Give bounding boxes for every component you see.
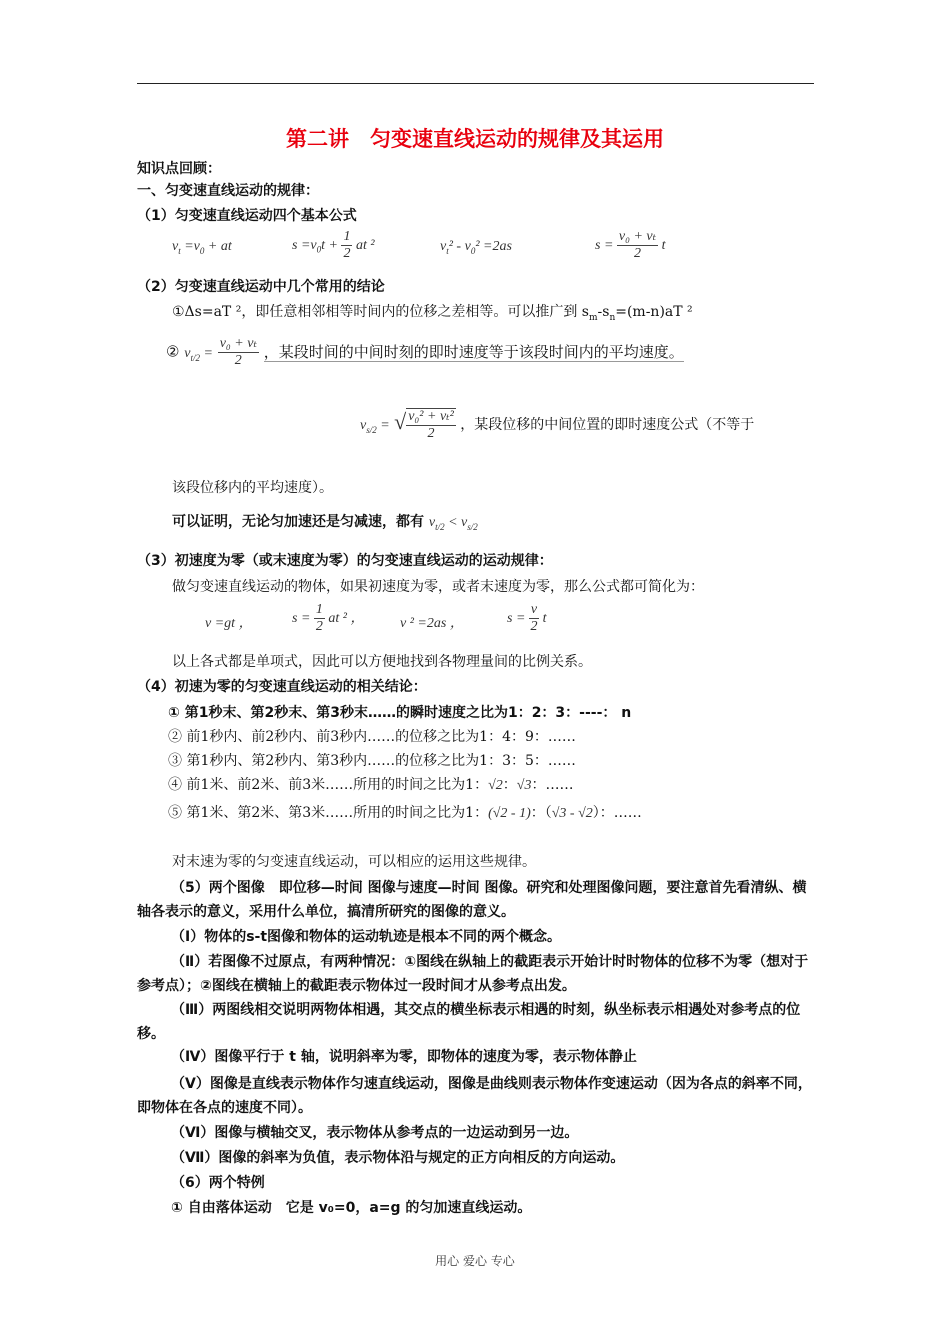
simplified-formula-3: v ² =2as ， <box>400 616 464 631</box>
ratio-4: ④ 前1米、前2米、前3米……所用的时间之比为1：√2：√3：…… <box>168 777 574 793</box>
graph-point-2: （Ⅱ）若图像不过原点，有两种情况：①图线在纵轴上的截距表示开始计时时物体的位移不为零（想对于参考点）；②图线在横轴上的截距表示物体过一段时间才从参考点出发。 <box>137 954 809 994</box>
section-1: 一、匀变速直线运动的规律： <box>137 183 319 199</box>
subsection-6: （6）两个特例 <box>171 1175 265 1191</box>
subsection-1: （1）匀变速直线运动四个基本公式 <box>137 208 357 224</box>
graph-point-4: （Ⅳ）图像平行于 t 轴，说明斜率为零，即物体的速度为零，表示物体静止 <box>171 1049 637 1065</box>
subsection-4: （4）初速为零的匀变速直线运动的相关结论： <box>137 679 427 695</box>
graph-point-1: （Ⅰ）物体的s-t图像和物体的运动轨迹是根本不同的两个概念。 <box>171 929 562 945</box>
simplification-intro: 做匀变速直线运动的物体，如果初速度为零，或者末速度为零，那么公式都可简化为： <box>172 579 704 595</box>
page-title: 第二讲 匀变速直线运动的规律及其运用 <box>286 127 664 151</box>
simplified-formula-2: s = $\frac{1}{2}$ at ² ， <box>292 602 365 635</box>
proof-statement: 可以证明，无论匀加速还是匀减速，都有 $v_{t/2} < v_{s/2}$ <box>172 514 478 532</box>
subsection-2: （2）匀变速直线运动中几个常用的结论 <box>137 279 385 295</box>
special-case-1: ① 自由落体运动 它是 v₀=0，a=g 的匀加速直线运动。 <box>171 1200 532 1216</box>
simplified-formula-1: v =gt ， <box>205 616 253 631</box>
ratio-3: ③ 第1秒内、第2秒内、第3秒内……的位移之比为1：3：5：…… <box>168 753 576 769</box>
graph-point-5: （Ⅴ）图像是直线表示物体作匀速直线运动，图像是曲线则表示物体作变速运动（因为各点的斜率不同，即物体在各点的速度不同）。 <box>137 1076 812 1116</box>
graph-point-3: （Ⅲ）两图线相交说明两物体相遇，其交点的横坐标表示相遇的时刻，纵坐标表示相遇处对参考点的位移。 <box>137 1002 801 1042</box>
conclusion-mid-position: $v_{s/2}$ = √ $\frac{\text{v₀² + vₜ²}}{2}$ ，某段位移的中间位置的即时速度公式（不等于 <box>360 409 755 442</box>
subsection-5: （5）两个图像 即位移—时间 图像与速度—时间 图像。研究和处理图像问题，要注意首先看清纵、横轴各表示的意义，采用什么单位，搞清所研究的图像的意义。 <box>137 880 807 920</box>
formula-velocity-squared: $v_t^2 - v_0^2 =2as$ <box>440 239 512 256</box>
ratio-1: ① 第1秒末、第2秒末、第3秒末……的瞬时速度之比为1：2：3：----： n <box>168 705 632 721</box>
ratio-2: ② 前1秒内、前2秒内、前3秒内……的位移之比为1：4：9：…… <box>168 729 576 745</box>
conclusion-delta-s: ①Δs=aT ²，即任意相邻相等时间内的位移之差相等。可以推广到 $s_m-s_n=(m-n)aT$ ² <box>172 304 693 323</box>
formula-velocity: $v_t =v_0$ + at <box>172 239 232 256</box>
formula-average-velocity: s = $\frac{\text{v₀ + vₜ}}{2}$ t <box>595 229 666 262</box>
conclusion-mid-time: ② $v_{t/2}$ = $\frac{\text{v₀ + vₜ}}{2}$ ，某段时间的中间时刻的即时速度等于该段时间内的平均速度。 <box>166 336 684 369</box>
header-rule <box>137 83 814 84</box>
section-review: 知识点回顾： <box>137 161 221 177</box>
end-velocity-note: 对末速为零的匀变速直线运动，可以相应的运用这些规律。 <box>172 854 536 870</box>
conclusion-note: 该段位移内的平均速度）。 <box>172 480 333 496</box>
page-footer: 用心 爱心 专心 <box>435 1254 515 1268</box>
simplified-formula-4: s = $\frac{v}{2}$ t <box>507 602 547 635</box>
graph-point-6: （Ⅵ）图像与横轴交叉，表示物体从参考点的一边运动到另一边。 <box>171 1125 579 1141</box>
ratio-5: ⑤ 第1米、第2米、第3米……所用的时间之比为1：(√2 - 1)：（√3 - √2）：…… <box>168 805 642 821</box>
formula-displacement: $s =v_0t$ + $\frac{1}{2}$ at ² <box>292 229 375 262</box>
graph-point-7: （Ⅶ）图像的斜率为负值，表示物体沿与规定的正方向相反的方向运动。 <box>171 1150 625 1166</box>
monomial-note: 以上各式都是单项式，因此可以方便地找到各物理量间的比例关系。 <box>172 654 592 670</box>
subsection-3: （3）初速度为零（或末速度为零）的匀变速直线运动的运动规律： <box>137 553 553 569</box>
